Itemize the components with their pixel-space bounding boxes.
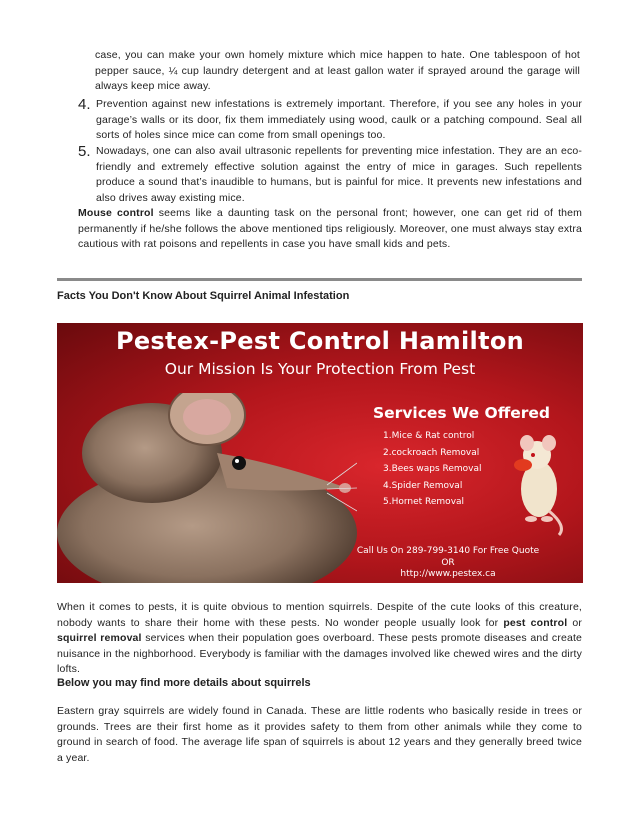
- section-divider: [57, 278, 582, 281]
- website-url: http://www.pestex.ca: [400, 569, 496, 579]
- intro-paragraph: [57, 600, 582, 678]
- mouse-control-paragraph: [78, 206, 582, 253]
- squirrel-subheading: Below you may find more details about squirrels: [57, 677, 311, 689]
- service-item: 2.cockroach Removal: [383, 447, 480, 458]
- call-line: Call Us On 289-799-3140 For Free Quote: [356, 546, 540, 556]
- list-number: 5.: [78, 143, 91, 160]
- squirrel-paragraph: Eastern gray squirrels are widely found in Canada. These are little rodents who basically reside in trees or grounds. Trees are their first home as it provides safety to them from other animals while they come to ground in search of food. The average life span of squirrels is about 12 years and they generally breed twice a year.: [57, 705, 582, 764]
- intro-text: When it comes to pests, it is quite obvious to mention squirrels. Despite of the cute looks of this creature, nobody wants to share their home with these pests. No wonder people usually look for: [57, 601, 582, 629]
- service-item: 5.Hornet Removal: [383, 497, 465, 507]
- list-item-text: Prevention against new infestations is extremely important. Therefore, if you see any holes in your garage’s walls or its door, fix them immediately using wood, caulk or a patching compound. Seal all sorts of holes since mice can come from small openings too.: [96, 98, 582, 141]
- banner-title: Pestex-Pest Control Hamilton: [115, 327, 525, 355]
- list-item-text: Nowadays, one can also avail ultrasonic repellents for preventing mice infestation. They are an eco-friendly and extremely effective solution against the entry of mice in garages. Such repellents produce a sound that’s inaudible to humans, but is painful for mice. It prevents new infestations and also drives away existing mice.: [96, 145, 582, 204]
- section-heading: Facts You Don't Know About Squirrel Animal Infestation: [57, 290, 350, 302]
- mouse-control-text: seems like a daunting task on the personal front; however, one can get rid of them permanently if he/she follows the above mentioned tips religiously. Moreover, one must always stay extra cautious with rat poisons and repellents in case you have small kids and pets.: [78, 207, 583, 250]
- services-list: [383, 428, 482, 511]
- squirrel-removal-link-text: squirrel removal: [57, 632, 142, 644]
- intro-text: or: [567, 616, 583, 629]
- intro-text: services when their population goes overboard. These pests promote diseases and create nuisance in the nighborhood. Everybody is familiar with the damages involved like chewed wires and the dirty lofts.: [57, 632, 582, 675]
- mouse-control-lead: Mouse control: [78, 207, 154, 219]
- or-text: OR: [441, 557, 455, 568]
- small-mouse-illustration: [497, 431, 577, 536]
- promo-banner-image: [57, 323, 583, 583]
- services-title: Services We Offered: [373, 404, 551, 422]
- list-number: 4.: [78, 96, 91, 113]
- pest-control-link-text: pest control: [503, 616, 568, 629]
- continuation-text: case, you can make your own homely mixture which mice happen to hate. One tablespoon of hot pepper sauce, ¼ cup laundry detergent and at least gallon water if sprayed around the garage will always keep mice away.: [95, 49, 580, 92]
- banner-contact: [293, 546, 583, 581]
- service-item: 4.Spider Removal: [383, 480, 463, 491]
- banner-mission: Our Mission Is Your Protection From Pest: [164, 360, 476, 378]
- service-item: 3.Bees waps Removal: [383, 464, 482, 474]
- service-item: 1.Mice & Rat control: [383, 431, 475, 441]
